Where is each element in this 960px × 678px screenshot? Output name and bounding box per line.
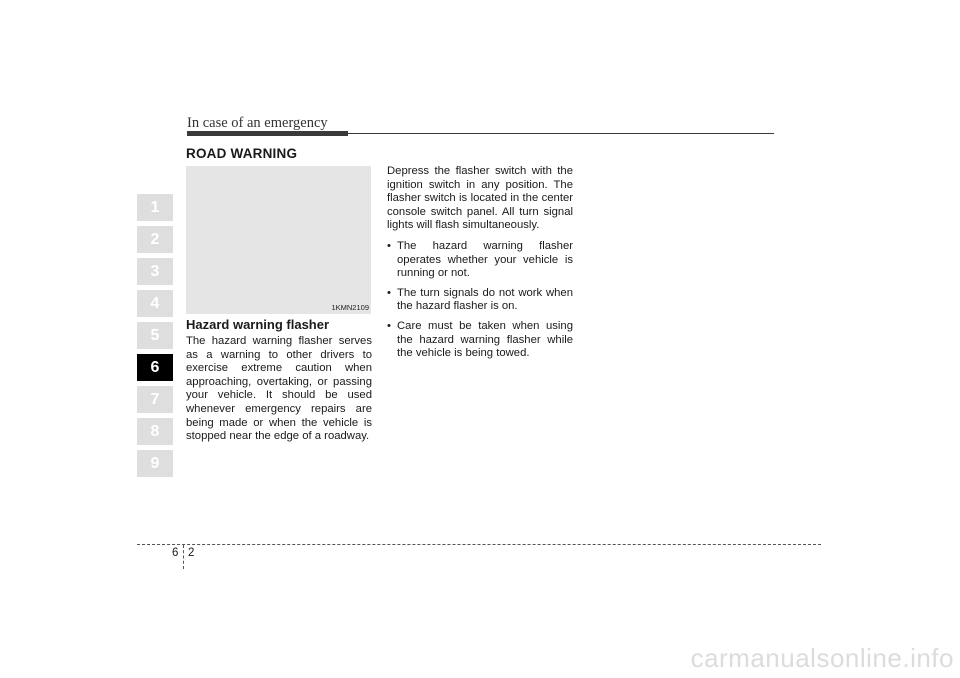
bullet-list [387, 240, 573, 367]
chapter-tab-5[interactable]: 5 [137, 322, 173, 349]
col2-paragraph: Depress the flasher switch with the ignition switch in any position. The flasher switch is located in the center console switch panel. All turn signal lights will flash simultaneously. [387, 165, 573, 232]
chapter-tab-3[interactable]: 3 [137, 258, 173, 285]
chapter-tab-9[interactable]: 9 [137, 450, 173, 477]
chapter-tab-8[interactable]: 8 [137, 418, 173, 445]
section-title: ROAD WARNING [186, 146, 298, 161]
header-bar [187, 131, 348, 136]
footer-divider [183, 545, 184, 569]
chapter-tab-2[interactable]: 2 [137, 226, 173, 253]
chapter-tab-6[interactable]: 6 [137, 354, 173, 381]
watermark: carmanualsonline.info [690, 643, 954, 673]
chapter-tabs [137, 194, 173, 482]
subheading: Hazard warning flasher [186, 317, 330, 332]
list-item: • The hazard warning flasher operates whether your vehicle is running or not. [387, 240, 573, 280]
footer-rule [137, 544, 821, 545]
bullet-icon: • [387, 240, 391, 252]
chapter-tab-7[interactable]: 7 [137, 386, 173, 413]
figure-placeholder [186, 166, 371, 314]
list-item: • The turn signals do not work when the hazard flasher is on. [387, 286, 573, 313]
header-title: In case of an emergency [187, 115, 328, 131]
footer-page-number: 2 [188, 547, 195, 559]
figure-code: 1KMN2109 [331, 303, 369, 312]
col1-paragraph: The hazard warning flasher serves as a warning to other drivers to exercise extreme caution when approaching, overtaking, or passing your vehicle. It should be used whenever emergency repairs are being made or when the vehicle is stopped near the edge of a roadway. [186, 335, 372, 443]
chapter-tab-1[interactable]: 1 [137, 194, 173, 221]
bullet-icon: • [387, 319, 391, 332]
header-rule [348, 133, 774, 134]
list-item: • Care must be taken when using the hazard warning flasher while the vehicle is being towed. [387, 319, 573, 360]
footer-chapter-number: 6 [172, 547, 179, 559]
bullet-icon: • [387, 286, 391, 299]
chapter-tab-4[interactable]: 4 [137, 290, 173, 317]
